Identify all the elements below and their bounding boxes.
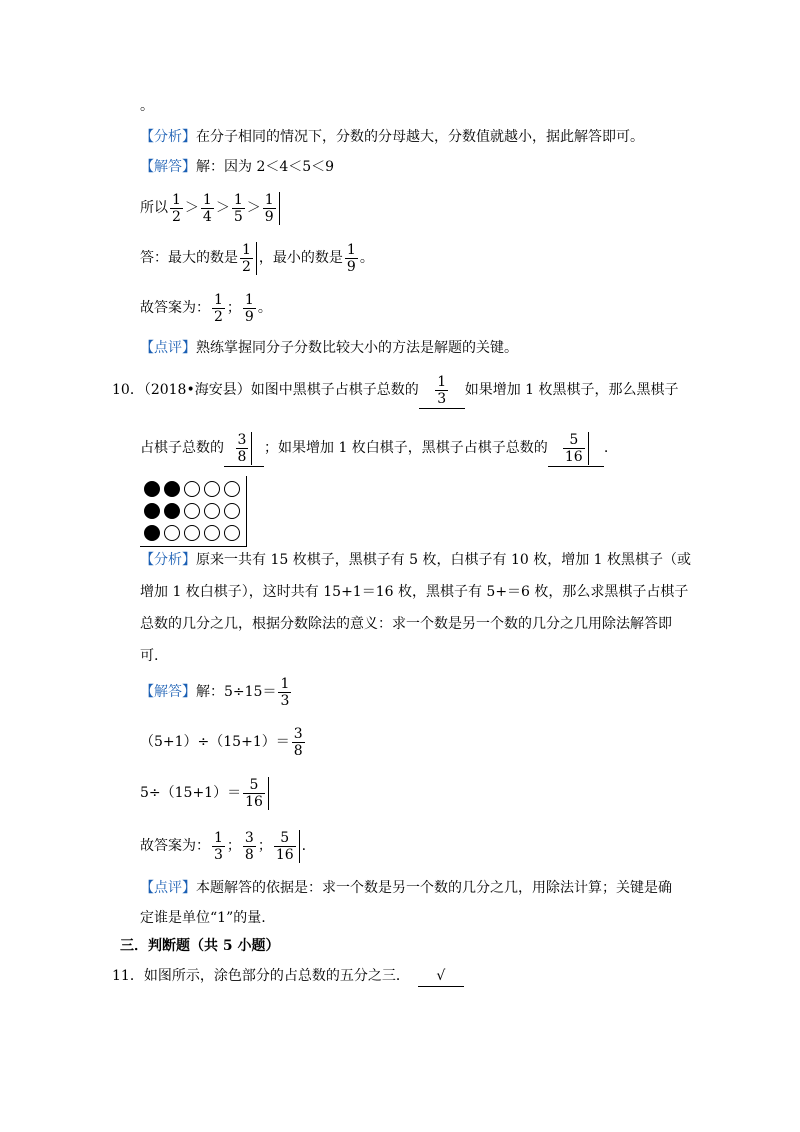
q10-answer-step3: 5÷（15+1）＝ $\frac{5}{16}$ [140,775,271,811]
comment-tag: 【点评】 [140,880,196,896]
q10-answer-step2: （5+1）÷（15+1）＝ $\frac{3}{8}$ [140,725,303,759]
white-stone [204,481,220,497]
black-stone [144,481,160,497]
stones-figure [140,476,247,547]
black-stone [144,525,160,541]
black-stone [164,503,180,519]
white-stone [204,525,220,541]
fraction: $\frac{1}{3}$ [437,373,447,407]
greater-than: ＞ [246,200,261,216]
so-prefix: 所以 [140,200,168,216]
black-stone [164,481,180,497]
greater-than: ＞ [215,200,230,216]
stones-row [142,522,242,544]
q10-stem-line2: 占棋子总数的 $\frac{3}{8}$ ；如果增加 1 枚白棋子，黑棋子占棋子总数的 $\frac{5}{16}$ . [140,430,608,467]
q10-analysis-line: 可. [140,648,159,664]
analysis-tag: 【分析】 [140,129,196,145]
trailing-period: 。 [140,98,154,114]
black-stone [144,503,160,519]
fraction: $\frac{1}{3}$ [280,675,290,709]
fraction: $\frac{5}{16}$ [274,830,300,863]
q9-analysis [140,127,644,147]
q9-chain [140,190,282,226]
fraction: $\frac{1}{2}$ [240,242,257,275]
answer-blank [418,966,464,987]
white-stone [184,503,200,519]
fraction: $\frac{1}{9}$ [244,291,254,325]
white-stone [224,525,240,541]
question-number: 10． [112,382,144,398]
fraction: $\frac{3}{8}$ [236,432,253,465]
fraction: $\frac{1}{5}$ [233,191,243,225]
stones-row [142,500,242,522]
answer-blank [548,430,604,467]
fraction: $\frac{5}{16}$ [243,777,269,810]
fraction: $\frac{1}{4}$ [202,191,212,225]
answer-intro: 解：因为 2＜4＜5＜9 [196,159,335,175]
q11-stem: 11．如图所示，涂色部分的占总数的五分之三． √ [112,966,464,987]
q10-comment-line: 【点评】本题解答的依据是：求一个数是另一个数的几分之几，用除法计算；关键是确 [140,880,672,896]
fraction: $\frac{3}{8}$ [293,725,303,759]
fraction: $\frac{3}{8}$ [244,829,254,863]
fraction: $\frac{1}{2}$ [172,191,181,225]
question-number: 11． [112,968,144,984]
white-stone [204,503,220,519]
stones-row [142,478,242,500]
q9-answer [140,157,334,177]
q9-final: 故答案为： $\frac{1}{2}$ ； $\frac{1}{9}$ 。 [140,291,272,325]
fraction: $\frac{5}{16}$ [563,432,589,465]
answer-blank [419,372,465,409]
answer-tag: 【解答】 [140,159,196,175]
q10-analysis-line: 增加 1 枚白棋子），这时共有 15+1＝16 枚，黑棋子有 5+＝6 枚，那么求黑棋子占棋子 [140,584,689,600]
analysis-tag: 【分析】 [140,552,196,568]
white-stone [164,525,180,541]
question-source: （2018•海安县） [143,382,251,398]
section-heading: 三．判断题（共 5 小题） [120,938,280,954]
fraction: $\frac{1}{9}$ [263,192,280,225]
q10-final: 故答案为： $\frac{1}{3}$ ； $\frac{3}{8}$ ； $\frac{5}{16}$ . [140,829,307,863]
check-mark: √ [436,968,446,984]
answer-blank [224,430,264,467]
q10-analysis-line: 【分析】原来一共有 15 枚棋子，黑棋子有 5 枚，白棋子有 10 枚，增加 1 枚黑棋子（或 [140,552,692,568]
fraction: $\frac{1}{9}$ [346,241,356,275]
white-stone [224,503,240,519]
q10-comment-line: 定谁是单位“1”的量. [140,910,266,926]
comment-tag: 【点评】 [140,340,196,356]
q10-analysis-line: 总数的几分之几，根据分数除法的意义：求一个数是另一个数的几分之几用除法解答即 [140,616,672,632]
greater-than: ＞ [184,200,199,216]
white-stone [184,525,200,541]
q9-comment: 【点评】熟练掌握同分子分数比较大小的方法是解题的关键。 [140,340,518,356]
white-stone [184,481,200,497]
answer-tag: 【解答】 [140,684,196,700]
fraction: $\frac{1}{2}$ [214,291,223,325]
q10-stem-line1: 10．（2018•海安县）如图中黑棋子占棋子总数的 $\frac{1}{3}$ 如果增加 1 枚黑棋子，那么黑棋子 [112,372,679,409]
fraction: $\frac{1}{3}$ [214,829,223,863]
white-stone [224,481,240,497]
q10-answer-step1: 【解答】解：5÷15＝ $\frac{1}{3}$ [140,675,290,709]
analysis-text: 在分子相同的情况下，分数的分母越大，分数值就越小，据此解答即可。 [196,129,644,145]
q9-reply: 答：最大的数是 $\frac{1}{2}$ ，最小的数是 $\frac{1}{9}$ 。 [140,241,374,275]
